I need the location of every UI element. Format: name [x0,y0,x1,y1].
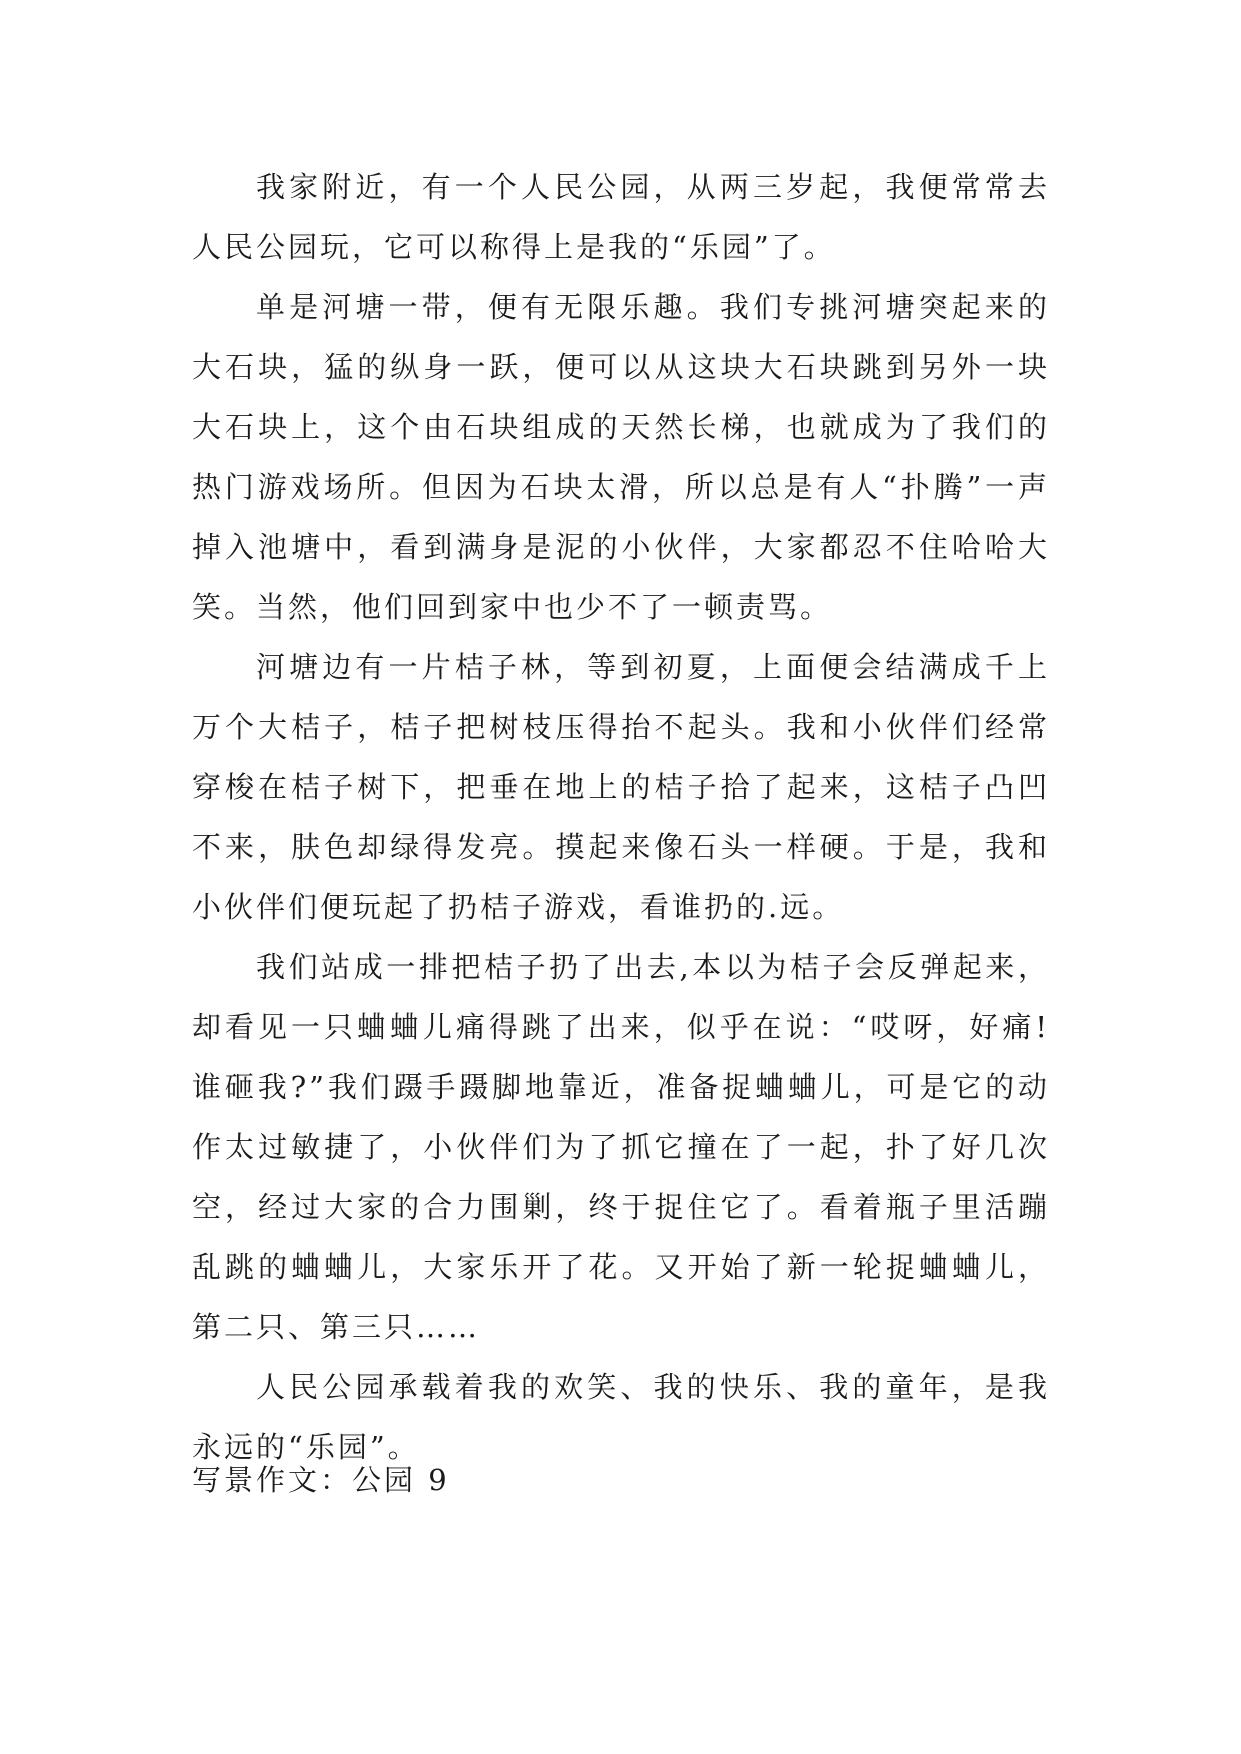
essay-body [192,157,1050,1477]
paragraph-5: 人民公园承载着我的欢笑、我的快乐、我的童年，是我永远的“乐园”。 [192,1370,1050,1464]
next-essay-title: 写景作文：公园 9 [192,1463,450,1497]
paragraph-1: 我家附近，有一个人民公园，从两三岁起，我便常常去人民公园玩，它可以称得上是我的“乐园”了。 [192,170,1050,264]
paragraph-4: 我们站成一排把桔子扔了出去,本以为桔子会反弹起来，却看见一只蛐蛐儿痛得跳了出来，似乎在说：“哎呀，好痛!谁砸我?”我们蹑手蹑脚地靠近，准备捉蛐蛐儿，可是它的动作太过敏捷了，小伙伴们为了抓它撞在了一起，扑了好几次空，经过大家的合力围剿，终于捉住它了。看着瓶子里活蹦乱跳的蛐蛐儿，大家乐开了花。又开始了新一轮捉蛐蛐儿，第二只、第三只…… [192,950,1050,1344]
paragraph-2: 单是河塘一带，便有无限乐趣。我们专挑河塘突起来的大石块，猛的纵身一跃，便可以从这块大石块跳到另外一块大石块上，这个由石块组成的天然长梯，也就成为了我们的热门游戏场所。但因为石块太滑，所以总是有人“扑腾”一声掉入池塘中，看到满身是泥的小伙伴，大家都忍不住哈哈大笑。当然，他们回到家中也少不了一顿责骂。 [192,290,1050,624]
paragraph-3: 河塘边有一片桔子林，等到初夏，上面便会结满成千上万个大桔子，桔子把树枝压得抬不起头。我和小伙伴们经常穿梭在桔子树下，把垂在地上的桔子拾了起来，这桔子凸凹不来，肤色却绿得发亮。摸起来像石头一样硬。于是，我和小伙伴们便玩起了扔桔子游戏，看谁扔的.远。 [192,650,1050,924]
